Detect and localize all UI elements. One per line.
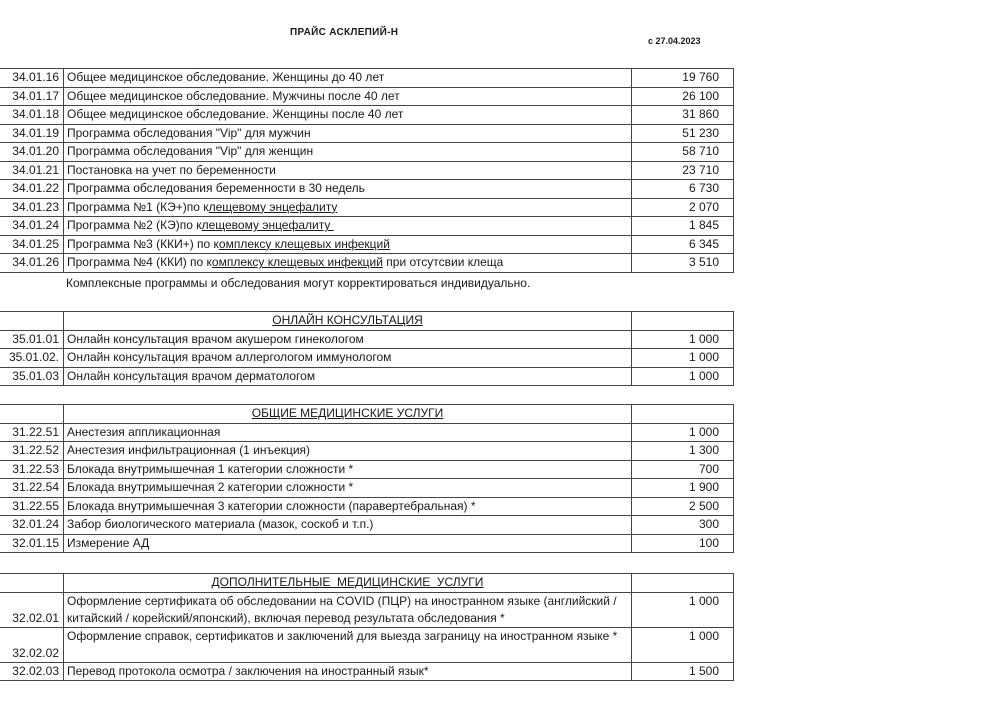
service-price: 1 000 [632,627,734,662]
table-row [0,143,734,162]
service-description [64,217,632,236]
description-underlined-text: лещевому энцефалиту [201,218,334,233]
service-description: Онлайн консультация врачом аллергологом иммунологом [64,349,632,368]
service-description: Онлайн консультация врачом дерматологом [64,367,632,386]
service-description: Забор биологического материала (мазок, соскоб и т.п.) [64,516,632,535]
table-row [0,460,734,479]
service-code: 32.01.15 [0,534,64,553]
service-description: Программа обследования "Vip" для женщин [64,143,632,162]
service-description: Онлайн консультация врачом акушером гинекологом [64,330,632,349]
service-price: 51 230 [632,124,734,143]
service-price: 1 845 [632,217,734,236]
table-row [0,497,734,516]
service-code: 35.01.01 [0,330,64,349]
service-price: 700 [632,460,734,479]
price-table-general-services [0,404,734,553]
service-price: 1 500 [632,662,734,681]
service-code: 34.01.20 [0,143,64,162]
service-description [64,198,632,217]
service-price: 1 000 [632,592,734,627]
service-code: 34.01.26 [0,254,64,273]
service-description: Блокада внутримышечная 3 категории сложности (паравертебральная) * [64,497,632,516]
service-code: 34.01.21 [0,161,64,180]
service-price: 300 [632,516,734,535]
service-description: Анестезия инфильтрационная (1 инъекция) [64,442,632,461]
service-price: 2 500 [632,497,734,516]
service-description [64,235,632,254]
service-description [64,254,632,273]
service-description: Оформление справок, сертификатов и заключений для выезда заграницу на иностранном языке * [64,627,632,662]
section-header-row [0,405,734,424]
service-code: 31.22.51 [0,423,64,442]
service-price: 1 000 [632,349,734,368]
service-price: 1 000 [632,330,734,349]
service-code: 34.01.16 [0,69,64,88]
service-price: 1 000 [632,367,734,386]
description-underlined-text: омплексу клещевых инфекций [211,255,383,270]
table-row [0,627,734,662]
table-row [0,217,734,236]
table-row [0,161,734,180]
service-description: Программа обследования беременности в 30 недель [64,180,632,199]
description-text: Программа №1 (КЭ+)по к [67,199,209,214]
table-row [0,254,734,273]
service-price: 58 710 [632,143,734,162]
service-description: Перевод протокола осмотра / заключения на иностранный язык* [64,662,632,681]
service-description: Измерение АД [64,534,632,553]
table-row [0,423,734,442]
section-title: ОНЛАЙН КОНСУЛЬТАЦИЯ [64,312,632,331]
description-underlined-text: омплексу клещевых инфекций [218,236,390,251]
description-text: Программа №4 (ККИ) по к [67,255,212,270]
service-price: 19 760 [632,69,734,88]
service-code: 31.22.52 [0,442,64,461]
service-description: Постановка на учет по беременности [64,161,632,180]
table-row [0,198,734,217]
service-price: 23 710 [632,161,734,180]
service-code: 34.01.25 [0,235,64,254]
service-code: 34.01.24 [0,217,64,236]
programs-note: Комплексные программы и обследования могут корректироваться индивидуально. [66,276,531,290]
service-description: Анестезия аппликационная [64,423,632,442]
effective-date: с 27.04.2023 [648,36,701,46]
document-title: ПРАЙС АСКЛЕПИЙ-Н [290,27,399,38]
table-row [0,87,734,106]
price-table-additional-services [0,573,734,681]
table-row [0,442,734,461]
service-code: 32.02.02 [0,627,64,662]
table-row [0,69,734,88]
section-title: ОБЩИЕ МЕДИЦИНСКИЕ УСЛУГИ [64,405,632,424]
service-code: 35.01.03 [0,367,64,386]
table-row [0,534,734,553]
service-code: 34.01.18 [0,106,64,125]
description-text: при отсутсвии клеща [382,255,504,270]
service-description: Общее медицинское обследование. Мужчины после 40 лет [64,87,632,106]
service-code: 34.01.19 [0,124,64,143]
service-code: 34.01.17 [0,87,64,106]
service-price: 1 000 [632,423,734,442]
section-title: ДОПОЛНИТЕЛЬНЫЕ МЕДИЦИНСКИЕ УСЛУГИ [64,574,632,593]
table-row [0,106,734,125]
service-description: Оформление сертификата об обследовании на COVID (ПЦР) на иностранном языке (английский / китайский / корейский/японский), включая перевод результата обследования * [64,592,632,627]
service-description: Программа обследования "Vip" для мужчин [64,124,632,143]
service-code: 31.22.54 [0,479,64,498]
description-text: Программа №3 (ККИ+) по к [67,236,219,251]
service-code: 32.02.01 [0,592,64,627]
description-underlined-text: лещевому энцефалиту [208,199,338,214]
table-row [0,124,734,143]
service-price: 1 900 [632,479,734,498]
service-price: 1 300 [632,442,734,461]
service-code: 34.01.23 [0,198,64,217]
service-code: 34.01.22 [0,180,64,199]
table-row [0,516,734,535]
service-price: 3 510 [632,254,734,273]
service-price: 31 860 [632,106,734,125]
service-price: 100 [632,534,734,553]
table-row [0,367,734,386]
service-description: Блокада внутримышечная 2 категории сложности * [64,479,632,498]
table-row [0,662,734,681]
table-row [0,592,734,627]
service-description: Общее медицинское обследование. Женщины до 40 лет [64,69,632,88]
price-table-programs [0,68,734,273]
service-description: Блокада внутримышечная 1 категории сложности * [64,460,632,479]
section-header-row [0,312,734,331]
table-row [0,330,734,349]
service-price: 26 100 [632,87,734,106]
service-code: 35.01.02. [0,349,64,368]
service-description: Общее медицинское обследование. Женщины после 40 лет [64,106,632,125]
service-price: 6 730 [632,180,734,199]
service-code: 31.22.53 [0,460,64,479]
service-code: 31.22.55 [0,497,64,516]
service-price: 6 345 [632,235,734,254]
table-row [0,235,734,254]
description-text: Программа №2 (КЭ)по к [67,218,202,233]
section-header-row [0,574,734,593]
service-code: 32.01.24 [0,516,64,535]
service-code: 32.02.03 [0,662,64,681]
table-row [0,349,734,368]
table-row [0,479,734,498]
price-table-online-consultation [0,311,734,386]
service-price: 2 070 [632,198,734,217]
table-row [0,180,734,199]
